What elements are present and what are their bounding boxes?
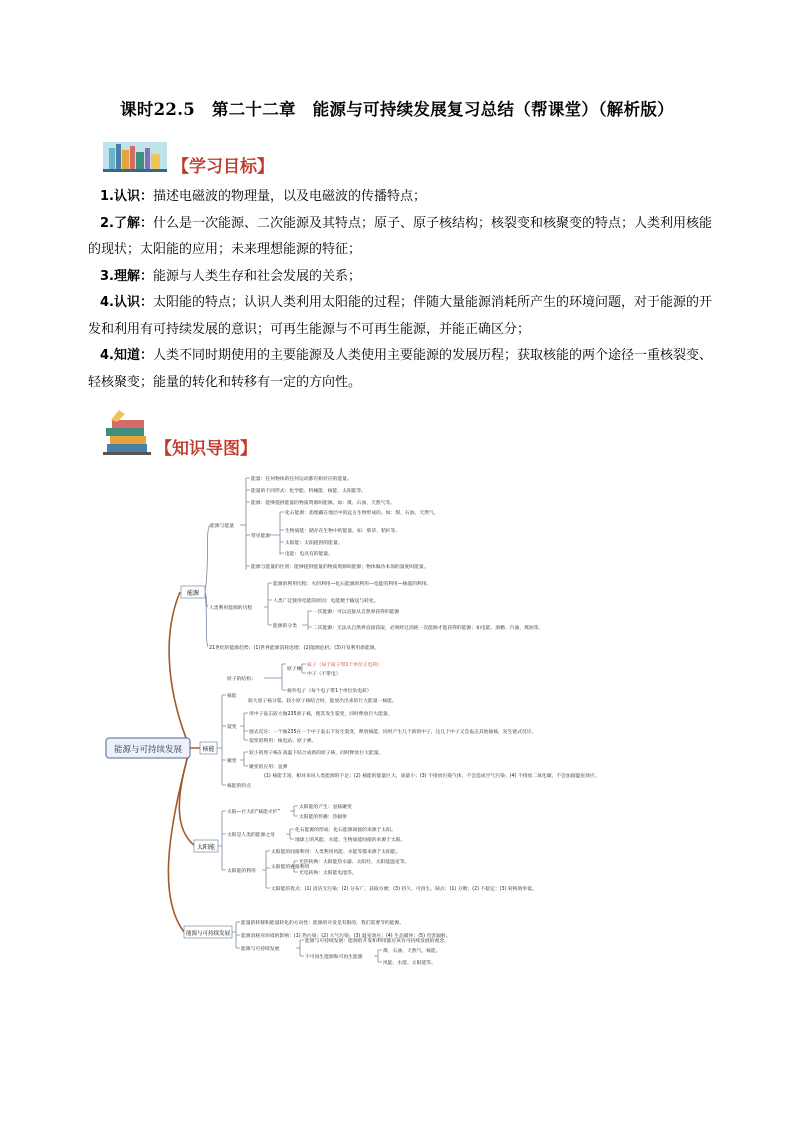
mm-node: 核能的特点 — [227, 784, 251, 789]
mm-leaf: 裂变的利用：核电站、原子弹。 — [249, 739, 317, 744]
mm-node: 能源与能量 — [210, 524, 234, 529]
mindmap-branch-energy: 能源 — [186, 590, 200, 597]
mm-leaf: 较大原子核分裂、较小原子核结合时，能放出出来的巨大能量一核能。 — [248, 699, 397, 704]
mm-leaf: 化石能源的形成：化石能源间接的来源于太阳。 — [295, 828, 396, 833]
mm-leaf: 光电转换：太阳能电池等。 — [299, 871, 357, 876]
mm-leaf: 用中子轰击较大铀235原子核，使其发生裂变，同时释放巨大能量。 — [249, 712, 393, 717]
mm-leaf: 能源：能够提供能量的物质资源叫能源。如：煤、石油、天然气等。 — [251, 501, 395, 506]
mm-node: 核能 — [227, 694, 237, 699]
mm-leaf: 链式反应：一个铀235在一个中子轰击下发生裂变，释放核能，同时产生几个新的中子，这几个中子又会轰击其他铀核，发生链式反应。 — [249, 730, 537, 735]
mm-leaf: 能量的转移和能量转化的方向性：能源的开发是有限的，我们需要节约能源。 — [241, 921, 405, 926]
mm-leaf: 太阳能：太阳提供的能量。 — [285, 541, 343, 546]
mm-leaf: 化石能源：指埋藏在地层中的远古生物形成的。如：煤、石油、天然气。 — [285, 511, 439, 516]
mm-leaf: 21世纪的能源趋势：(1)世界能源消耗迅增；(2)能源危机；(3)开发利用新能源。 — [209, 646, 380, 651]
mm-leaf: 中子（不带电） — [307, 672, 341, 677]
mm-leaf: 太阳能的传播：热辐射 — [299, 815, 347, 820]
mm-leaf: 能源与能量的区别：能够提供能量的物质资源叫能源；物体做功本领的量度叫能量。 — [251, 565, 429, 570]
mm-node: 裂变 — [227, 725, 237, 730]
mindmap-branch-nuclear: 核能 — [202, 746, 215, 753]
mm-node: 不可再生能源和可再生能源 — [305, 955, 363, 960]
mm-node: 太阳是人类的能源之母 — [227, 833, 275, 838]
mm-leaf: 聚变的应用：氢弹 — [249, 765, 288, 770]
mindmap-root: 能源与可持续发展 — [113, 745, 183, 755]
goal-item: 4.认识：太阳能的特点；认识人类利用太阳能的过程；伴随大量能源消耗所产生的环境问题，对于能源的开发和利用有可持续发展的意识；可再生能源与不可再生能源，并能正确区分； — [88, 295, 712, 337]
goal-item: 3.理解：能源与人类生存和社会发展的关系； — [100, 268, 361, 284]
mm-node: 太阳能的利用 — [227, 869, 256, 874]
mm-leaf: 一次能源：可以直接从自然界获得的能源 — [313, 610, 400, 615]
mm-leaf: 能源的利用历程：火的利用—化石能源的利用—电能的利用—核能的利用。 — [273, 582, 432, 587]
mm-leaf: 光热转换：太阳能热水器、太阳灶、太阳能温室等。 — [299, 860, 410, 865]
goal-item: 2.了解：什么是一次能源、二次能源及其特点；原子、原子核结构；核裂变和核聚变的特点；人类利用核能的现状；太阳能的应用；未来理想能源的特征； — [88, 215, 712, 257]
goal-item: 4.知道：人类不同时期使用的主要能源及人类使用主要能源的发展历程；获取核能的两个途径一重核裂变、轻核聚变；能量的转化和转移有一定的方向性。 — [88, 348, 712, 390]
mm-leaf: 能源与可持续发展：能源的开发和利用都应该有可持续发展的观念。 — [305, 939, 449, 944]
mm-leaf: 核外电子（每个电子带1个单位负电荷） — [287, 689, 372, 694]
mm-leaf: 人类广泛使用电能的原因：电能便于输送与转化。 — [273, 599, 379, 604]
mindmap-branch-solar: 太阳能 — [196, 844, 216, 851]
mm-leaf: 能量：任何物体的任何运动都有相对应的能量。 — [251, 477, 352, 482]
section-learning-goals-title: 【学习目标】 — [172, 157, 274, 177]
mindmap-branch-sustainable: 能源与可持续发展 — [185, 931, 231, 937]
mm-node: 能源与可持续发展 — [241, 947, 280, 952]
page-title: 课时22.5 第二十二章 能源与可持续发展复习总结（帮课堂）（解析版） — [120, 100, 674, 119]
mm-leaf: 质子（每个质子带1个单位正电荷） — [307, 663, 383, 668]
mm-leaf: 较小的原子核在高温下结合成新的原子核，同时释放巨大能量。 — [249, 751, 384, 756]
mm-node: 原子的结构： — [227, 677, 256, 682]
mm-node: 能源的分类 — [273, 624, 297, 629]
mm-leaf: 太阳能的间接利用：人类利用风能、水能等都来源于太阳能。 — [271, 850, 401, 855]
mm-leaf: 能量的不同形式：化学能、机械能、核能、太阳能等。 — [251, 489, 367, 494]
mm-leaf: 原子核 — [287, 667, 302, 672]
mm-node: 太阳能的直接利用 — [271, 865, 310, 870]
mm-leaf: 风能、水能、太阳能等。 — [383, 961, 436, 966]
mm-node: 人类利用能源的历程 — [209, 606, 253, 611]
mm-leaf: (1) 核能丰富，相对来说人类能源的不足；(2) 核能的能量巨大，质量小；(3) 不排放污染气体，不会造成空气污染；(4) 不排放二氧化碳，不会加剧温室效应。 — [264, 774, 600, 779]
mm-leaf: 太阳能的优点：(1) 清洁无污染；(2) 分布广，获取方便；(3) 持久、可再生。缺点：(1) 分散；(2) 不稳定；(3) 转换效率低。 — [271, 887, 537, 892]
mm-leaf: 生物质能：储存在生物中的能量。如：柴草、秸秆等。 — [285, 529, 401, 534]
mm-leaf: 太阳能的产生：氢核聚变 — [299, 805, 352, 810]
mm-node: 聚变 — [227, 759, 237, 764]
goal-item: 1.认识：描述电磁波的物理量，以及电磁波的传播特点； — [100, 189, 426, 204]
section-mindmap-title: 【知识导图】 — [155, 439, 257, 459]
mm-node: 常见能源 — [251, 534, 271, 539]
mm-leaf: 煤、石油、天然气、核能。 — [383, 949, 441, 954]
mm-leaf: 能源消耗对环境的影响：(1) 热污染；(2) 大气污染；(3) 温室效应；(4) 生态破坏；(5) 有害辐射。 — [241, 934, 451, 939]
mm-leaf: 地球上的风能、水能、生物质能间接的来源于太阳。 — [295, 838, 406, 843]
mm-leaf: 二次能源：无法从自然界直接获取，必须经过消耗一次能源才能获得的能源；如电能、酒精、汽油、煤油等。 — [313, 626, 544, 631]
mm-node: 太阳—巨大的“核能火炉” — [227, 810, 280, 815]
mm-leaf: 电能：电具有的能量。 — [285, 552, 333, 557]
